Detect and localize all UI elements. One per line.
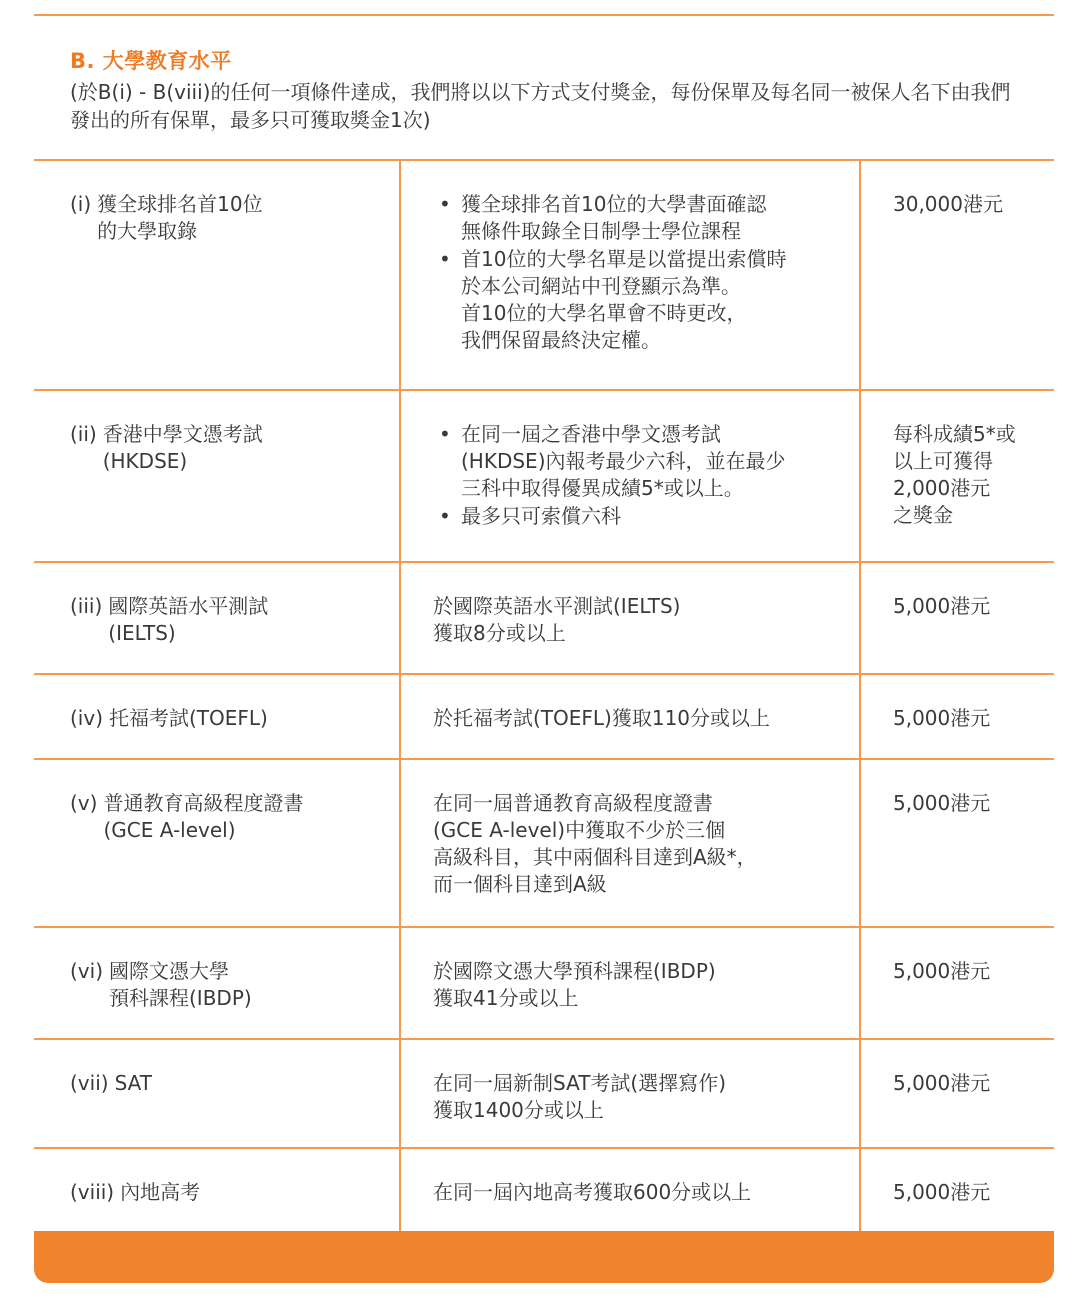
amount-text: 5,000港元 — [893, 791, 991, 815]
section-title: B. 大學教育水平 — [70, 49, 232, 73]
condition-cell — [34, 674, 400, 759]
amount-cell — [860, 390, 1054, 562]
table-row — [34, 160, 1054, 390]
amount-cell — [860, 927, 1054, 1039]
condition-cell — [34, 390, 400, 562]
condition-label: 托福考試(TOEFL) — [109, 706, 268, 730]
list-item: • 最多只可索償六科 — [433, 503, 839, 530]
table-row — [34, 674, 1054, 759]
top-divider — [34, 14, 1054, 16]
footer-bar — [34, 1231, 1054, 1283]
amount-cell — [860, 160, 1054, 390]
condition-cell — [34, 759, 400, 927]
criteria-cell — [400, 1039, 860, 1148]
amount-text: 5,000港元 — [893, 1071, 991, 1095]
list-item: • 首10位的大學名單是以當提出索償時 於本公司網站中刊登顯示為準。 首10位的大學名單會不時更改， 我們保留最終決定權。 — [433, 246, 839, 354]
table-row — [34, 390, 1054, 562]
amount-text: 5,000港元 — [893, 959, 991, 983]
row-number: (ii) — [70, 422, 97, 446]
condition-cell — [34, 927, 400, 1039]
row-number: (iii) — [70, 594, 103, 618]
amount-text: 5,000港元 — [893, 706, 991, 730]
condition-label: 國際英語水平測試 (IELTS) — [108, 594, 269, 645]
bullet-icon: • — [439, 192, 451, 216]
amount-cell — [860, 759, 1054, 927]
table-row — [34, 562, 1054, 674]
criteria-cell — [400, 562, 860, 674]
row-number: (vii) — [70, 1071, 109, 1095]
bullet-icon: • — [439, 504, 451, 528]
criteria-cell — [400, 390, 860, 562]
amount-text: 5,000港元 — [893, 1180, 991, 1204]
bullet-icon: • — [439, 422, 451, 446]
criteria-cell — [400, 160, 860, 390]
row-number: (v) — [70, 791, 98, 815]
criteria-cell — [400, 759, 860, 927]
criteria-cell — [400, 1148, 860, 1232]
condition-label: 普通教育高級程度證書 (GCE A-level) — [103, 791, 304, 842]
condition-cell — [34, 562, 400, 674]
condition-cell — [34, 1148, 400, 1232]
bullet-icon: • — [439, 247, 451, 271]
amount-cell — [860, 674, 1054, 759]
section-note: (於B(i) - B(viii)的任何一項條件達成，我們將以以下方式支付獎金，每份保單及每名同一被保人名下由我們發出的所有保單，最多只可獲取獎金1次) — [70, 80, 1011, 132]
criteria-text: 於國際英語水平測試(IELTS) 獲取8分或以上 — [433, 594, 681, 645]
condition-label: 內地高考 — [120, 1180, 201, 1204]
criteria-cell — [400, 674, 860, 759]
condition-label: 香港中學文憑考試 (HKDSE) — [102, 422, 263, 473]
row-number: (viii) — [70, 1180, 115, 1204]
criteria-text: 於托福考試(TOEFL)獲取110分或以上 — [433, 706, 771, 730]
amount-cell — [860, 1039, 1054, 1148]
condition-label: 獲全球排名首10位 的大學取錄 — [97, 192, 263, 243]
criteria-cell — [400, 927, 860, 1039]
list-item: • 獲全球排名首10位的大學書面確認 無條件取錄全日制學士學位課程 — [433, 191, 839, 245]
condition-cell — [34, 1039, 400, 1148]
row-number: (i) — [70, 192, 92, 216]
table-row — [34, 1039, 1054, 1148]
table-row — [34, 1148, 1054, 1232]
table-row — [34, 759, 1054, 927]
amount-text: 5,000港元 — [893, 594, 991, 618]
condition-label: SAT — [114, 1071, 152, 1095]
table-row — [34, 927, 1054, 1039]
row-number: (vi) — [70, 959, 103, 983]
amount-cell — [860, 562, 1054, 674]
condition-cell — [34, 160, 400, 390]
criteria-text: 在同一屆內地高考獲取600分或以上 — [433, 1180, 752, 1204]
list-item: • 在同一屆之香港中學文憑考試 (HKDSE)內報考最少六科，並在最少 三科中取得優異成績5*或以上。 — [433, 421, 839, 502]
criteria-text: 在同一屆普通教育高級程度證書 (GCE A-level)中獲取不少於三個 高級科目，其中兩個科目達到A級*， 而一個科目達到A級 — [433, 791, 757, 896]
amount-text: 每科成績5*或 以上可獲得 2,000港元 之獎金 — [893, 422, 1016, 527]
amount-cell — [860, 1148, 1054, 1232]
amount-text: 30,000港元 — [893, 192, 1003, 216]
row-number: (iv) — [70, 706, 103, 730]
benefit-table — [34, 159, 1054, 1232]
criteria-text: 在同一屆新制SAT考試(選擇寫作) 獲取1400分或以上 — [433, 1071, 727, 1122]
criteria-text: 於國際文憑大學預科課程(IBDP) 獲取41分或以上 — [433, 959, 716, 1010]
condition-label: 國際文憑大學 預科課程(IBDP) — [109, 959, 252, 1010]
